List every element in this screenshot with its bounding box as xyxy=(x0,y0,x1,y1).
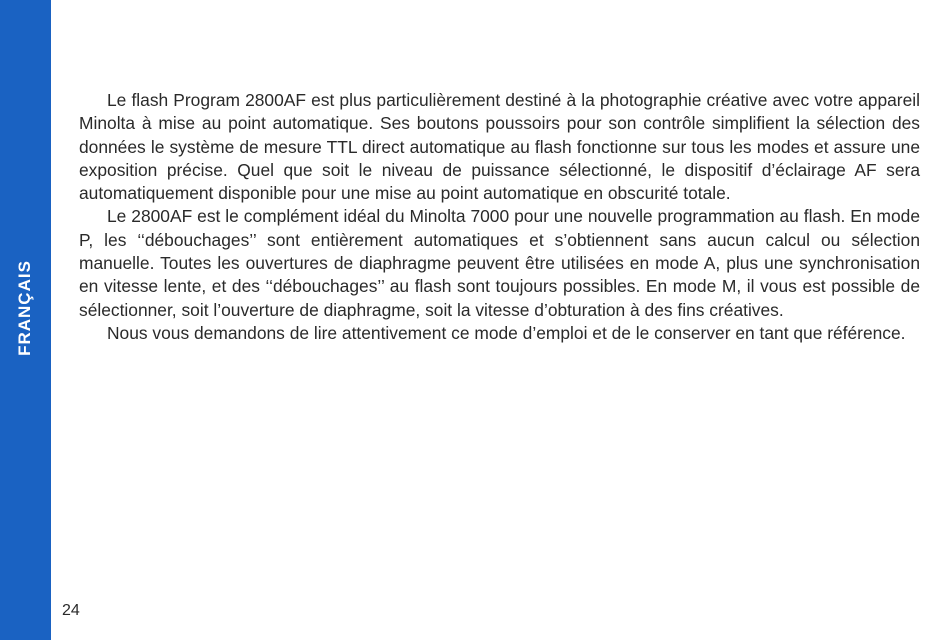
body-text xyxy=(79,89,920,345)
paragraph-modes: Le 2800AF est le complément idéal du Minolta 7000 pour une nouvelle programmation au flash. En mode P, les ‘‘débouchages’’ sont entièrement automatiques et s’obtiennent sans aucun calcul ou sélection manuelle. Toutes les ouvertures de diaphragme peuvent être utilisées en mode A, plus une synchronisation en vitesse lente, et des ‘‘débouchages’’ au flash sont toujours possibles. En mode M, il vous est possible de sélectionner, soit l’ouverture de diaphragme, soit la vitesse d’obturation à des fins créatives. xyxy=(79,206,920,320)
paragraph-instructions: Nous vous demandons de lire attentivement ce mode d’emploi et de le conserver en tant que référence. xyxy=(107,322,906,343)
paragraph-intro: Le flash Program 2800AF est plus particulièrement destiné à la photographie créative avec votre appareil Minolta à mise au point automatique. Ses boutons poussoirs pour son contrôle simplifient la sélection des données le système de mesure TTL direct automatique au flash fonctionne sur tous les modes et assure une exposition précise. Quel que soit le niveau de puissance sélectionné, le dispositif d’éclairage AF sera automatiquement disponible pour une mise au point automatique en obscurité totale. xyxy=(79,90,920,204)
language-label: FRANÇAIS xyxy=(15,260,34,356)
language-tab xyxy=(0,0,51,640)
page-number: 24 xyxy=(62,602,80,619)
